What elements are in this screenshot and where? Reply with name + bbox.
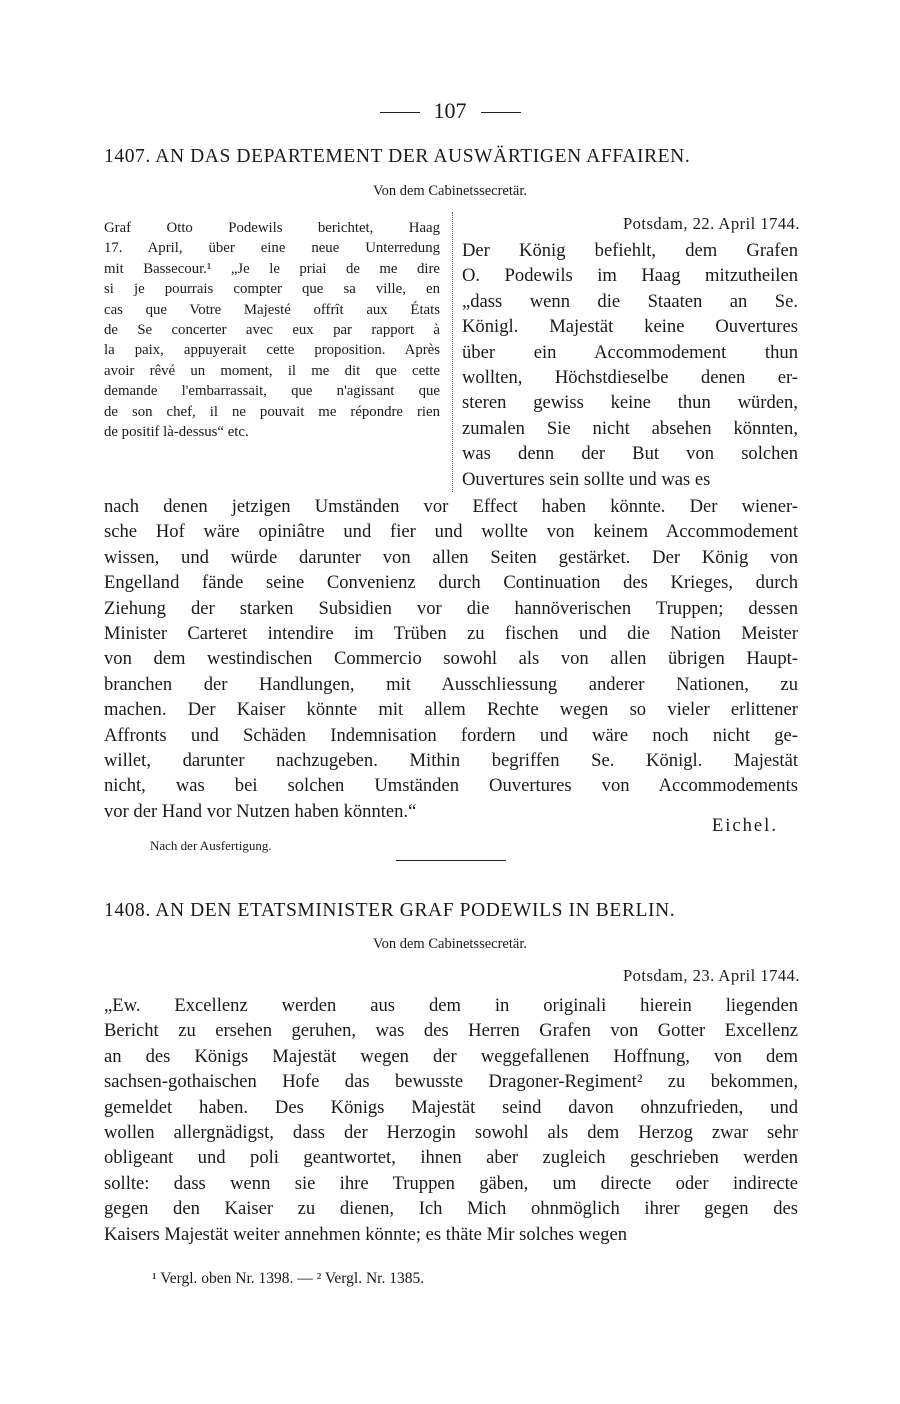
- letter-text-1408: [104, 993, 798, 1247]
- text-line: sachsen-gothaischen Hofe das bewusste Dragoner-Regiment² zu bekommen,: [104, 1071, 798, 1093]
- text-line: wollten, Höchstdieselbe denen er-: [462, 366, 798, 388]
- note-line: mit Bassecour.¹ „Je le priai de me dire: [104, 260, 440, 277]
- text-line: von dem westindischen Commercio sowohl als von allen übrigen Haupt-: [104, 648, 798, 670]
- document-subheading-1408: Von dem Cabinetssecretär.: [373, 936, 527, 952]
- note-line: 17. April, über eine neue Unterredung: [104, 240, 440, 257]
- note-line: si je pourrais compter que sa ville, en: [104, 281, 440, 298]
- text-line: wissen, und würde darunter von allen Seiten gestärket. Der König von: [104, 546, 798, 568]
- dateline-1408: Potsdam, 23. April 1744.: [622, 966, 800, 985]
- column-separator: [452, 212, 453, 492]
- text-line: wollen allergnädigst, dass der Herzogin sowohl als dem Herzog zwar sehr: [104, 1121, 798, 1143]
- page-number-rule-left: [380, 112, 420, 113]
- page-number-text: 107: [433, 98, 467, 123]
- note-line: de Se concerter avec eux par rapport à: [104, 321, 440, 338]
- text-line: Minister Carteret intendire im Trüben zu fischen und die Nation Meister: [104, 622, 798, 644]
- note-line: avoir rêvé un moment, il me dit que cette: [104, 362, 440, 379]
- text-line: Königl. Majestät keine Ouvertures: [462, 316, 798, 338]
- source-note: Nach der Ausfertigung.: [150, 838, 272, 853]
- text-line: O. Podewils im Haag mitzutheilen: [462, 265, 798, 287]
- document-subheading-1407: Von dem Cabinetssecretär.: [373, 183, 527, 199]
- document-heading-1407: 1407. AN DAS DEPARTEMENT DER AUSWÄRTIGEN AFFAIREN.: [104, 146, 691, 167]
- text-line: Engelland fände seine Convenienz durch Continuation des Krieges, durch: [104, 572, 798, 594]
- text-line: zumalen Sie nicht absehen könnten,: [462, 417, 798, 439]
- letter-text-full-width: [104, 494, 798, 824]
- signature: Eichel.: [711, 815, 778, 836]
- text-line: gemeldet haben. Des Königs Majestät seind davon ohnzufrieden, und: [104, 1096, 798, 1118]
- text-line: Bericht zu ersehen geruhen, was des Herren Grafen von Gotter Excellenz: [104, 1020, 798, 1042]
- text-line: was denn der But von solchen: [462, 443, 798, 465]
- note-line: la paix, appuyerait cette proposition. Après: [104, 342, 440, 359]
- text-line: nach denen jetzigen Umständen vor Effect haben könnte. Der wiener-: [104, 496, 798, 517]
- text-line: Affronts und Schäden Indemnisation fordern und wäre noch nicht ge-: [104, 724, 798, 746]
- text-line: sollte: dass wenn sie ihre Truppen gäben, um directe oder indirecte: [104, 1172, 798, 1194]
- text-line: branchen der Handlungen, mit Ausschliessung anderer Nationen, zu: [104, 673, 798, 695]
- page-number-rule-right: [481, 112, 521, 113]
- note-line: de son chef, il ne pouvait me répondre rien: [104, 403, 440, 420]
- text-line: sche Hof wäre opiniâtre und fier und wollte von keinem Accommodement: [104, 521, 798, 543]
- text-line: steren gewiss keine thun würden,: [462, 392, 798, 414]
- document-heading-1408: 1408. AN DEN ETATSMINISTER GRAF PODEWILS IN BERLIN.: [104, 900, 676, 921]
- text-line: machen. Der Kaiser könnte mit allem Rechte wegen so vieler erlittener: [104, 699, 798, 721]
- text-line: Ziehung der starken Subsidien vor die hannöverischen Truppen; dessen: [104, 597, 798, 619]
- text-line: an des Königs Majestät wegen der weggefallenen Hoffnung, von dem: [104, 1045, 798, 1067]
- text-line: über ein Accommodement thun: [462, 341, 798, 363]
- text-line: nicht, was bei solchen Umständen Ouvertures von Accommodements: [104, 775, 798, 797]
- summary-note: [104, 218, 440, 442]
- page-number: [0, 98, 900, 124]
- text-line: Ouvertures sein sollte und was es: [462, 468, 711, 490]
- text-line: vor der Hand vor Nutzen haben könnten.“: [104, 800, 417, 822]
- text-line: Kaisers Majestät weiter annehmen könnte; es thäte Mir solches wegen: [104, 1223, 628, 1245]
- text-line: „Ew. Excellenz werden aus dem in originali hierein liegenden: [104, 995, 798, 1016]
- footnotes: ¹ Vergl. oben Nr. 1398. — ² Vergl. Nr. 1385.: [152, 1270, 425, 1287]
- note-line: Graf Otto Podewils berichtet, Haag: [104, 220, 440, 236]
- section-divider: [396, 860, 506, 861]
- note-line: de positif là-dessus“ etc.: [104, 423, 249, 440]
- text-line: gegen den Kaiser zu dienen, Ich Mich ohnmöglich ihrer gegen des: [104, 1198, 798, 1220]
- letter-text-right-column: [462, 238, 798, 492]
- note-line: demande l'embarrassait, que n'agissant que: [104, 383, 440, 400]
- text-line: willet, darunter nachzugeben. Mithin begriffen Se. Königl. Majestät: [104, 749, 798, 771]
- text-line: „dass wenn die Staaten an Se.: [462, 290, 798, 312]
- text-line: obligeant und poli geantwortet, ihnen aber zugleich geschrieben werden: [104, 1147, 798, 1169]
- note-line: cas que Votre Majesté offrît aux États: [104, 301, 440, 318]
- dateline-1407: Potsdam, 22. April 1744.: [622, 214, 800, 233]
- text-line: Der König befiehlt, dem Grafen: [462, 240, 798, 261]
